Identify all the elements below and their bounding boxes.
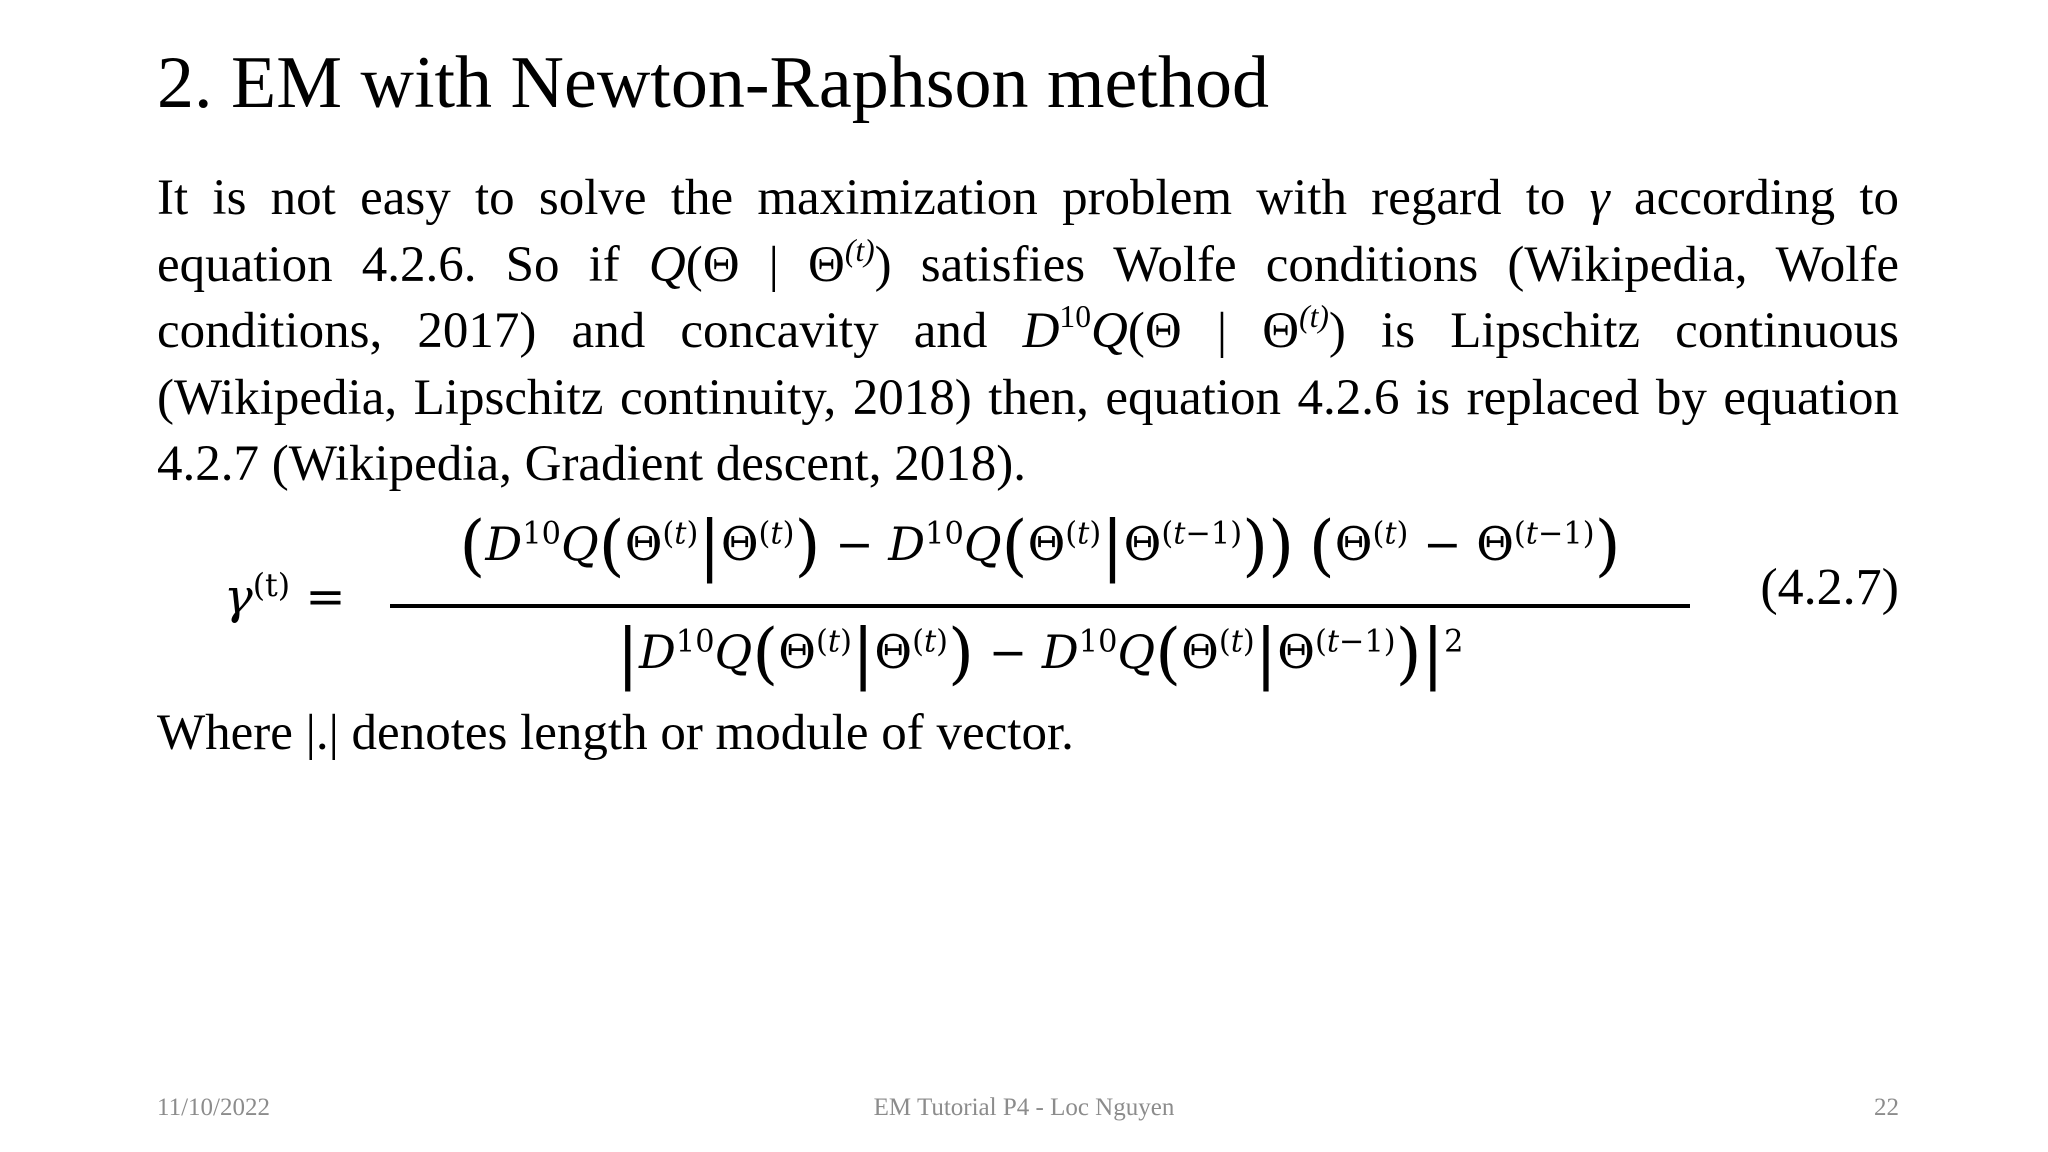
equation-denominator: $|D^{10}Q(\Theta^{(t)}|\Theta^{(t)}) - D^{10}Q(\Theta^{(t)}|\Theta^{(t-1)})|^2$ bbox=[616, 614, 1464, 692]
fraction-bar bbox=[390, 604, 1690, 608]
para-text-5: (Θ | Θ bbox=[1127, 303, 1300, 359]
where-note: Where |.| denotes length or module of vector. bbox=[157, 705, 1074, 761]
para-text-2: according to equation 4.2.6. So if bbox=[157, 170, 1899, 293]
superscript-t-2: (t) bbox=[1299, 299, 1329, 335]
page-number: 22 bbox=[1874, 1094, 1899, 1121]
superscript-t: (t) bbox=[844, 232, 875, 268]
slide-title: 2. EM with Newton-Raphson method bbox=[157, 42, 1269, 124]
para-text-1: It is not easy to solve the maximization problem with regard to bbox=[157, 170, 1590, 226]
equation-4-2-7 bbox=[224, 506, 1899, 706]
gamma-symbol: γ bbox=[1589, 170, 1610, 226]
equation-numerator: $(D^{10}Q(\Theta^{(t)}|\Theta^{(t)}) - D^{10}Q(\Theta^{(t)}|\Theta^{(t-1)})) (\Theta^{(t)} - \Theta^{(t-1)})$ bbox=[459, 506, 1621, 584]
footer-date: 11/10/2022 bbox=[157, 1094, 270, 1121]
para-text-6: ) is Lipschitz continuous (Wikipedia, Lipschitz continuity, 2018) then, equation 4.2.6 is replaced by equation 4.2.7 (Wikipedia, Gradient descent, 2018). bbox=[157, 303, 1900, 492]
body-paragraph bbox=[157, 165, 1899, 498]
para-text-4: ) satisfies Wolfe conditions (Wikipedia, Wolfe conditions, 2017) and concavity and bbox=[157, 236, 1900, 359]
footer-title: EM Tutorial P4 - Loc Nguyen bbox=[873, 1094, 1175, 1121]
superscript-10: 10 bbox=[1059, 299, 1092, 335]
q-symbol-2: Q bbox=[1091, 303, 1128, 359]
q-symbol: Q bbox=[648, 236, 686, 293]
equation-lhs: $\gamma^{(t)}$ = bbox=[224, 568, 346, 625]
para-text-3: (Θ | Θ bbox=[685, 236, 845, 293]
equation-number: (4.2.7) bbox=[1760, 559, 1899, 616]
d-symbol: D bbox=[1022, 303, 1060, 359]
